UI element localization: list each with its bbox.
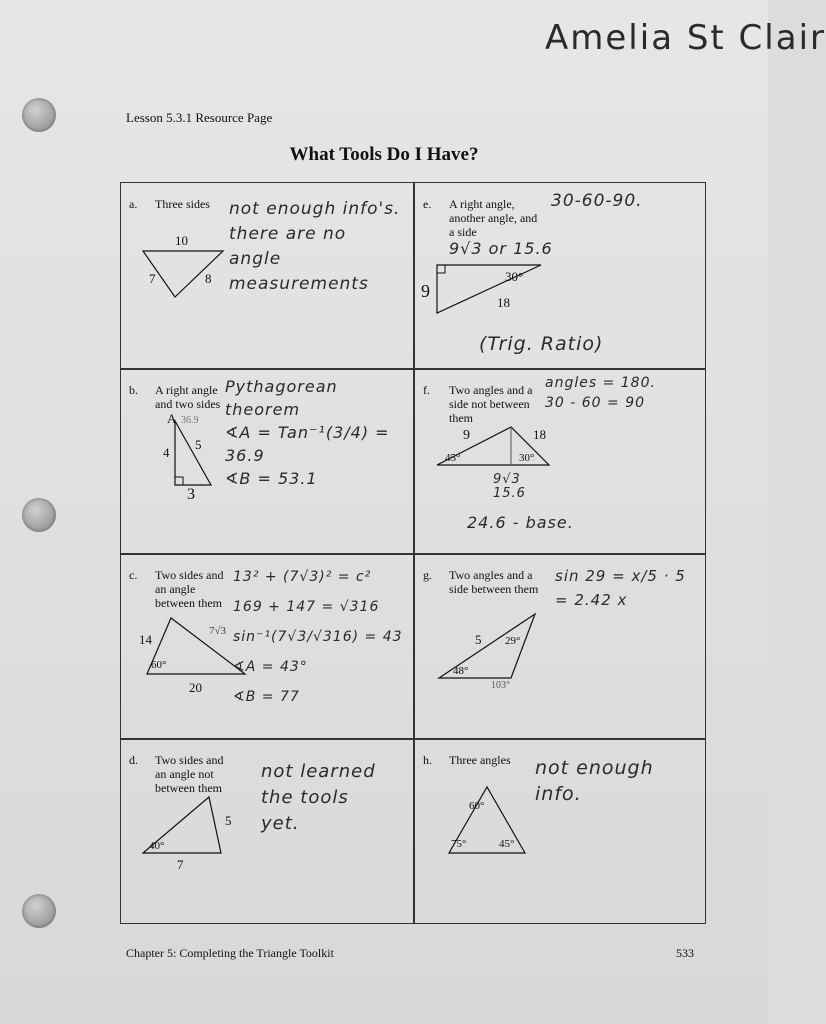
side-label: 10 — [175, 233, 188, 248]
cell-letter: b. — [129, 383, 138, 397]
angle-label: 45° — [499, 838, 515, 850]
side-label: 7 — [177, 857, 184, 872]
cell-a — [121, 183, 413, 368]
triangle-diagram — [433, 421, 553, 471]
cell-description: Two angles and a side not between them — [449, 383, 533, 425]
side-label: 7√3 — [209, 625, 227, 637]
side-label: 14 — [139, 632, 152, 647]
cell-h — [415, 739, 707, 924]
angle-label: 29° — [505, 635, 521, 647]
triangle-diagram — [135, 791, 255, 871]
cell-e — [415, 183, 707, 368]
cell-b — [121, 369, 413, 554]
side-label: 18 — [497, 295, 510, 310]
side-label: 5 — [475, 632, 482, 647]
triangle-diagram — [435, 779, 535, 863]
angle-label: 30° — [505, 269, 524, 284]
cell-c — [121, 554, 413, 739]
side-label: 9 — [463, 428, 470, 443]
side-label: 18 — [533, 427, 546, 442]
lesson-label: Lesson 5.3.1 Resource Page — [126, 110, 273, 125]
triangle-diagram — [417, 255, 557, 325]
vertex-label: A — [167, 411, 177, 426]
angle-label: 48° — [453, 665, 469, 677]
side-label: 4 — [163, 445, 170, 460]
handwritten-answer: sin 29 = x/5 · 5 = 2.42 x — [555, 567, 686, 609]
handwritten-note: 30-60-90. — [551, 191, 643, 211]
cell-letter: c. — [129, 568, 138, 582]
cell-letter: h. — [423, 753, 432, 767]
triangle-diagram — [135, 231, 235, 301]
cell-description: A right angle and two sides — [155, 383, 221, 411]
side-label: 20 — [189, 680, 202, 695]
handwritten-answer: 24.6 - base. — [467, 513, 574, 532]
handwritten-note: angles = 180. 30 - 60 = 90 — [545, 375, 656, 411]
binder-hole — [22, 894, 56, 928]
page-title: What Tools Do I Have? — [289, 144, 479, 165]
handwritten-label: 9√3 15.6 — [493, 472, 526, 501]
handwritten-answer: not learned the tools yet. — [261, 761, 376, 834]
side-label: 7 — [149, 271, 156, 286]
handwritten-answer: not enough info's. there are no angle measurements — [229, 199, 401, 294]
cell-g — [415, 554, 707, 739]
handwritten-answer: (Trig. Ratio) — [479, 333, 604, 355]
side-label: 5 — [225, 813, 232, 828]
cell-letter: f. — [423, 383, 430, 397]
handwritten-answer: 13² + (7√3)² = c² 169 + 147 = √316 sin⁻¹(7√3/√316) = 43 ∢A = 43° ∢B = 77 — [233, 569, 403, 705]
cell-description: Two sides and an angle not between them — [155, 753, 224, 795]
angle-note: 36.9 — [181, 415, 199, 426]
cell-letter: d. — [129, 753, 138, 767]
cell-description: Two angles and a side between them — [449, 568, 539, 596]
cell-description: A right angle, another angle, and a side — [449, 197, 538, 239]
angle-label: 60° — [151, 659, 167, 671]
side-label: 9 — [421, 281, 430, 301]
binder-hole — [22, 98, 56, 132]
angle-label: 60° — [469, 800, 485, 812]
cell-description: Two sides and an angle between them — [155, 568, 224, 610]
handwritten-answer: not enough info. — [535, 757, 654, 805]
cell-letter: g. — [423, 568, 432, 582]
side-label: 3 — [187, 486, 195, 503]
cell-d — [121, 739, 413, 924]
cell-f — [415, 369, 707, 554]
handwritten-answer: Pythagorean theorem ∢A = Tan⁻¹(3/4) = 36.9 ∢B = 53.1 — [225, 377, 390, 488]
angle-label: 30° — [519, 452, 535, 464]
triangle-diagram — [145, 411, 235, 501]
side-label: 8 — [205, 271, 212, 286]
footer-page-number: 533 — [676, 946, 694, 960]
tools-grid — [120, 182, 706, 924]
binder-hole — [22, 498, 56, 532]
handwritten-label: 9√3 or 15.6 — [449, 239, 553, 258]
angle-label: 75° — [451, 838, 467, 850]
side-label: 5 — [195, 437, 202, 452]
angle-label: 40° — [149, 840, 165, 852]
cell-letter: a. — [129, 197, 138, 211]
angle-label: 45° — [445, 452, 461, 464]
cell-description: Three sides — [155, 197, 210, 211]
cell-letter: e. — [423, 197, 432, 211]
student-name: Amelia St Clair — [545, 18, 826, 58]
footer-chapter: Chapter 5: Completing the Triangle Toolkit — [126, 946, 334, 960]
cell-description: Three angles — [449, 753, 511, 767]
angle-label: 103° — [491, 680, 510, 691]
triangle-diagram — [433, 606, 543, 690]
